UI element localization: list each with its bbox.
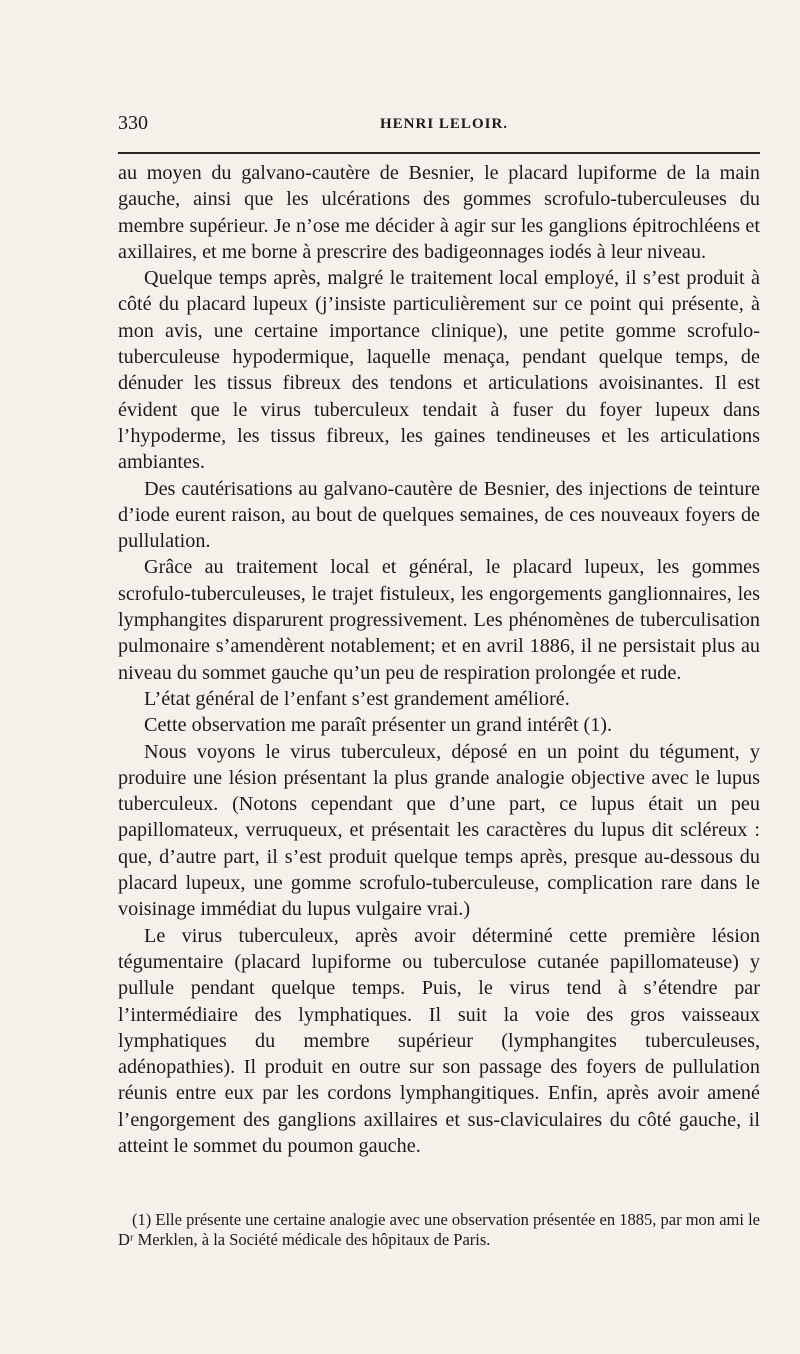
- page-number: 330: [118, 112, 148, 134]
- page-header: [118, 112, 758, 142]
- paragraph-6: Cette observation me paraît présenter un grand intérêt (1).: [144, 714, 613, 737]
- running-head: HENRI LELOIR.: [380, 116, 509, 132]
- paragraph-1: au moyen du galvano-cautère de Besnier, le placard lupiforme de la main gauche, ainsi que les ulcérations des gommes scrofulo-tuberculeuses du membre supérieur. Je n’ose me décider à agir sur les ganglions épitrochléens et axillaires, et me borne à prescrire des badigeonnages iodés à leur niveau.: [118, 162, 760, 263]
- paragraph-7: Nous voyons le virus tuberculeux, déposé en un point du tégument, y produire une lésion présentant la plus grande analogie objective avec le lupus tuberculeux. (Notons cependant que d’une part, ce lupus était un peu papillomateux, verruqueux, et présentait les caractères du lupus dit scléreux : que, d’autre part, il s’est produit quelque temps après, presque au-dessous du placard lupeux, une gomme scrofulo-tuberculeuse, complication rare dans le voisinage immédiat du lupus vulgaire vrai.): [118, 740, 760, 921]
- paragraph-2: Quelque temps après, malgré le traitement local employé, il s’est produit à côté du placard lupeux (j’insiste particulièrement sur ce point qui présente, à mon avis, une certaine importance clinique), une petite gomme scrofulo-tuberculeuse hypodermique, laquelle menaça, pendant quelque temps, de dénuder les tissus fibreux des tendons et articulations avoisinantes. Il est évident que le virus tuberculeux tendait à fuser du foyer lupeux dans l’hypoderme, les tissus fibreux, les gaines tendineuses et les articulations ambiantes.: [118, 267, 760, 474]
- paragraph-5: L’état général de l’enfant s’est grandement amélioré.: [144, 687, 570, 710]
- footnote-text: (1) Elle présente une certaine analogie avec une observation présentée en 1885, par mon ami le Dʳ Merklen, à la Société médicale des hôpitaux de Paris.: [118, 1210, 760, 1249]
- body-text: [118, 160, 760, 1159]
- footnote: [118, 1210, 760, 1250]
- paragraph-4: Grâce au traitement local et général, le placard lupeux, les gommes scrofulo-tuberculeuses, le trajet fistuleux, les engorgements ganglionnaires, les lymphangites disparurent progressivement. Les phénomènes de tuberculisation pulmonaire s’amendèrent notablement; et en avril 1886, il ne persistait plus au niveau du sommet gauche qu’un peu de respiration prolongée et rude.: [118, 556, 760, 684]
- paragraph-3: Des cautérisations au galvano-cautère de Besnier, des injections de teinture d’iode eurent raison, au bout de quelques semaines, de ces nouveaux foyers de pullulation.: [118, 477, 760, 553]
- header-rule: [118, 152, 760, 154]
- paragraph-8: Le virus tuberculeux, après avoir déterminé cette première lésion tégumentaire (placard lupiforme ou tuberculose cutanée papillomateuse) y pullule pendant quelque temps. Puis, le virus tend à s’étendre par l’intermédiaire des lymphatiques. Il suit la voie des gros vaisseaux lymphatiques du membre supérieur (lymphangites tuberculeuses, adénopathies). Il produit en outre sur son passage des foyers de pullulation réunis entre eux par les cordons lymphangitiques. Enfin, après avoir amené l’engorgement des ganglions axillaires et sus-claviculaires du côté gauche, il atteint le sommet du poumon gauche.: [118, 924, 760, 1157]
